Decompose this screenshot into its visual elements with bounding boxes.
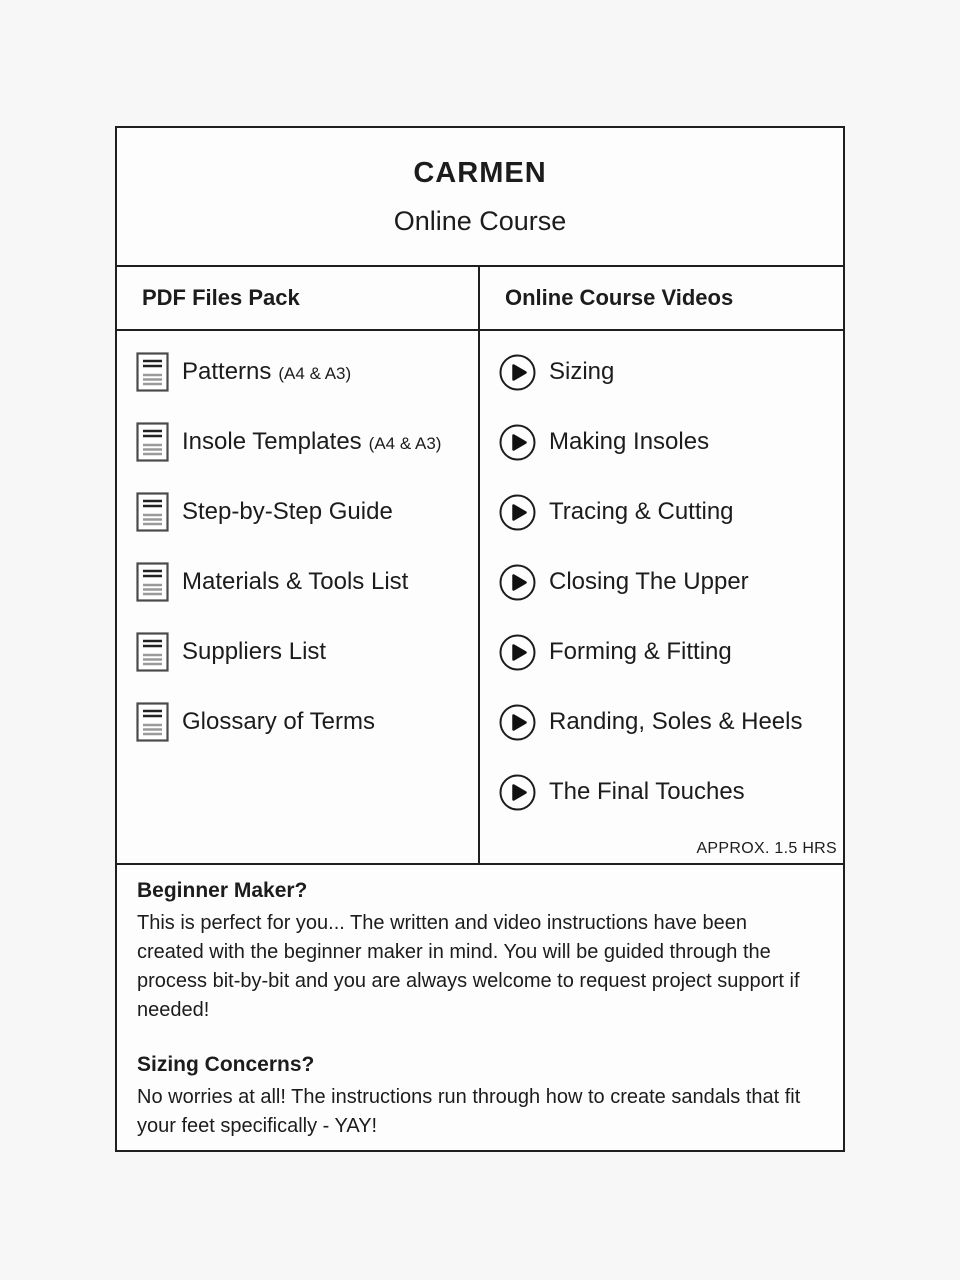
- videos-column-header: Online Course Videos: [505, 285, 734, 310]
- sizing-concerns-heading: Sizing Concerns?: [137, 1053, 315, 1076]
- pdf-item-note: (A4 & A3): [278, 364, 352, 383]
- title-block: [117, 128, 843, 267]
- beginner-maker-body: This is perfect for you... The written and video instructions have been created with the beginner maker in mind. You will be guided through the process bit-by-bit and you are always welcome to request project support if needed!: [137, 912, 800, 1021]
- video-item-label: Tracing & Cutting: [549, 498, 734, 525]
- pdf-item-label: Glossary of Terms: [182, 708, 375, 735]
- pdf-item-label: Insole Templates: [182, 428, 362, 455]
- pdf-item-label: Materials & Tools List: [182, 568, 409, 595]
- course-contents-sheet: [115, 126, 845, 1152]
- page-title: CARMEN: [413, 156, 547, 189]
- videos-column: [480, 331, 843, 863]
- video-item: [480, 687, 843, 757]
- pdf-item: [117, 477, 478, 547]
- video-item: [480, 407, 843, 477]
- pdf-item-note: (A4 & A3): [368, 434, 442, 453]
- pdf-column-header: PDF Files Pack: [117, 267, 480, 329]
- pdf-item: [117, 337, 478, 407]
- pdf-item: [117, 617, 478, 687]
- beginner-maker-section: [137, 879, 815, 1025]
- pdf-item-label: Patterns: [182, 358, 272, 385]
- video-item-label: Forming & Fitting: [549, 638, 732, 665]
- play-icon: [499, 704, 536, 741]
- play-icon: [499, 774, 536, 811]
- play-icon: [499, 424, 536, 461]
- play-icon: [499, 634, 536, 671]
- video-item-label: The Final Touches: [549, 778, 745, 805]
- duration-note: APPROX. 1.5 HRS: [696, 840, 837, 857]
- video-item: [480, 617, 843, 687]
- document-icon: [136, 562, 169, 602]
- video-item: [480, 757, 843, 827]
- page-subtitle: Online Course: [393, 205, 567, 236]
- pdf-item-label: Suppliers List: [182, 638, 327, 665]
- video-item-label: Sizing: [549, 358, 615, 385]
- sizing-concerns-section: [137, 1053, 815, 1141]
- video-item-label: Closing The Upper: [549, 568, 749, 595]
- pdf-item-label: Step-by-Step Guide: [182, 498, 393, 525]
- pdf-item: [117, 407, 478, 477]
- document-icon: [136, 352, 169, 392]
- document-icon: [136, 492, 169, 532]
- play-icon: [499, 354, 536, 391]
- sizing-concerns-body: No worries at all! The instructions run through how to create sandals that fit your feet specifically - YAY!: [137, 1086, 801, 1137]
- document-icon: [136, 632, 169, 672]
- play-icon: [499, 494, 536, 531]
- content-columns: [117, 331, 843, 865]
- column-headers: [117, 267, 843, 331]
- video-item: [480, 337, 843, 407]
- pdf-item: [117, 547, 478, 617]
- document-icon: [136, 422, 169, 462]
- footer-info: [117, 865, 843, 1141]
- pdf-item: [117, 687, 478, 757]
- beginner-maker-heading: Beginner Maker?: [137, 879, 308, 902]
- video-item: [480, 547, 843, 617]
- document-icon: [136, 702, 169, 742]
- video-item: [480, 477, 843, 547]
- video-item-label: Making Insoles: [549, 428, 710, 455]
- video-item-label: Randing, Soles & Heels: [549, 708, 803, 735]
- play-icon: [499, 564, 536, 601]
- pdf-files-column: [117, 331, 480, 863]
